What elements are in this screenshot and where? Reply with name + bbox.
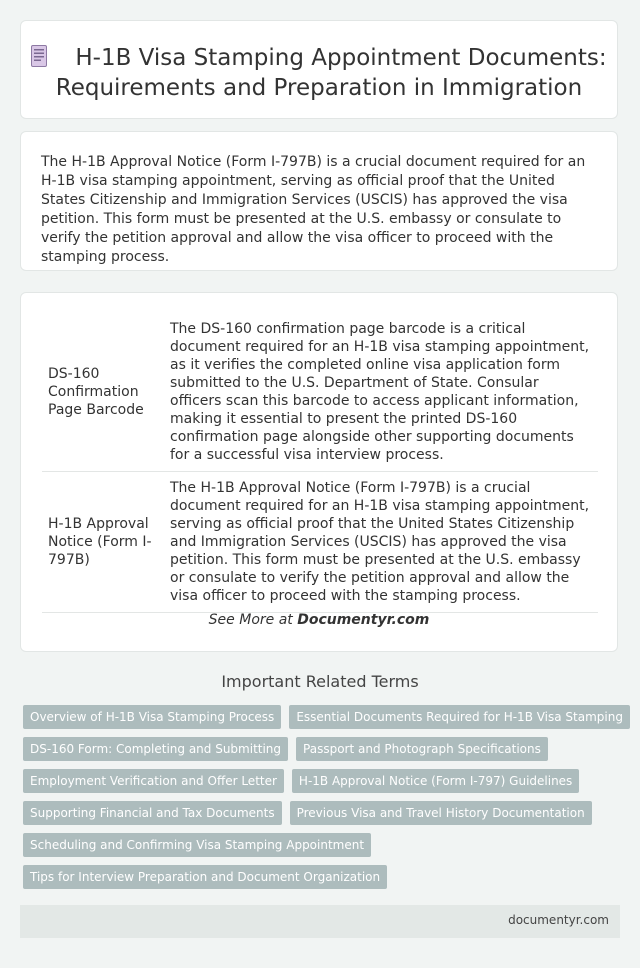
related-term-tag[interactable]: Essential Documents Required for H-1B Visa Stamping	[289, 705, 630, 729]
related-term-tag[interactable]: Supporting Financial and Tax Documents	[23, 801, 282, 825]
document-description: The H-1B Approval Notice (Form I-797B) is a crucial document required for an H-1B visa stamping appointment, serving as official proof that the United States Citizenship and Immigration Services (USCIS) has approved the visa petition. This form must be presented at the U.S. embassy or consulate to verify the petition approval and allow the visa officer to proceed with the stamping process.	[164, 472, 598, 613]
table-row	[42, 472, 598, 613]
title-card	[20, 20, 618, 119]
table-row	[42, 313, 598, 472]
see-more-prefix: See More at	[208, 612, 298, 628]
intro-card	[20, 131, 618, 271]
footer-site-link[interactable]: documentyr.com	[508, 913, 609, 927]
related-term-tag[interactable]: DS-160 Form: Completing and Submitting	[23, 737, 288, 761]
page-title	[21, 43, 617, 103]
documents-card	[20, 292, 618, 652]
related-term-tag[interactable]: Previous Visa and Travel History Documentation	[290, 801, 592, 825]
see-more-link[interactable]	[21, 612, 617, 628]
related-term-tag[interactable]: Employment Verification and Offer Letter	[23, 769, 284, 793]
related-term-tag[interactable]: Tips for Interview Preparation and Document Organization	[23, 865, 387, 889]
documents-table	[42, 313, 598, 613]
page-title-text: H-1B Visa Stamping Appointment Documents: Requirements and Preparation in Immigration	[55, 45, 607, 101]
footer	[20, 905, 620, 938]
related-term-tag[interactable]: Passport and Photograph Specifications	[296, 737, 548, 761]
related-terms-list	[23, 705, 623, 897]
document-name: DS-160 Confirmation Page Barcode	[42, 313, 164, 472]
related-term-tag[interactable]: Overview of H-1B Visa Stamping Process	[23, 705, 281, 729]
document-description: The DS-160 confirmation page barcode is a critical document required for an H-1B visa stamping appointment, as it verifies the completed online visa application form submitted to the U.S. Department of State. Consular officers scan this barcode to access applicant information, making it essential to present the printed DS-160 confirmation page alongside other supporting documents for a successful visa interview process.	[164, 313, 598, 472]
document-icon	[31, 45, 47, 67]
see-more-site[interactable]: Documentyr.com	[297, 612, 430, 628]
related-term-tag[interactable]: Scheduling and Confirming Visa Stamping Appointment	[23, 833, 371, 857]
document-name: H-1B Approval Notice (Form I-797B)	[42, 472, 164, 613]
related-terms-heading: Important Related Terms	[221, 672, 419, 691]
intro-text: The H-1B Approval Notice (Form I-797B) is a crucial document required for an H-1B visa stamping appointment, serving as official proof that the United States Citizenship and Immigration Services (USCIS) has approved the visa petition. This form must be presented at the U.S. embassy or consulate to verify the petition approval and allow the visa officer to proceed with the stamping process.	[41, 154, 586, 265]
related-term-tag[interactable]: H-1B Approval Notice (Form I-797) Guidelines	[292, 769, 579, 793]
